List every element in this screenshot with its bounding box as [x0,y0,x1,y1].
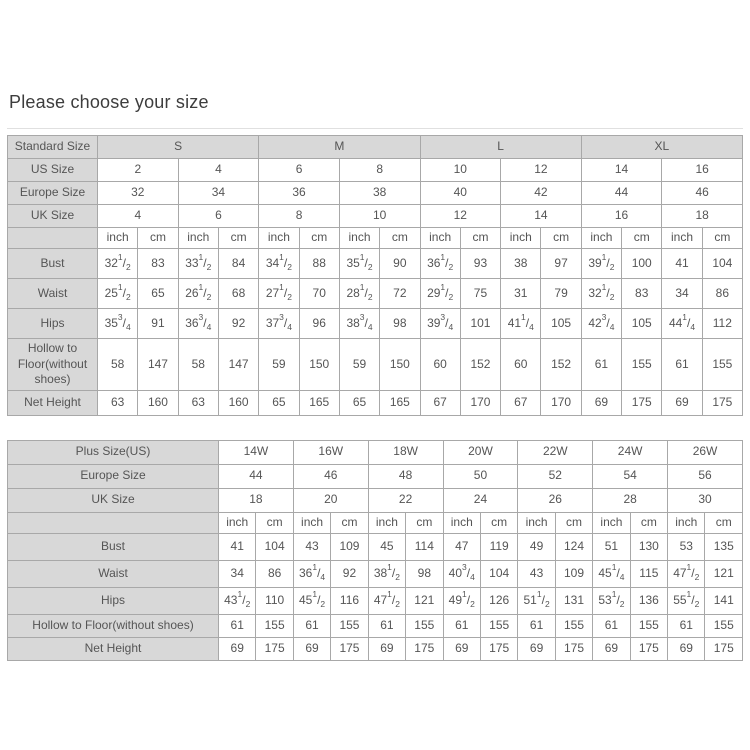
value-cell: 43 [293,533,330,560]
row-label-cell: Europe Size [8,182,98,205]
value-cell: 69 [593,637,630,660]
unit-cell: cm [299,228,339,249]
value-cell: 135 [705,533,743,560]
value-cell: 109 [331,533,368,560]
value-cell: 155 [331,614,368,637]
value-cell: 91 [138,309,178,339]
size-cell: 32 [98,182,179,205]
size-cell: 18 [219,488,294,512]
size-cell: 14W [219,440,294,464]
size-row [8,464,743,488]
measure-row [8,637,743,660]
value-cell: 155 [480,614,517,637]
size-cell: 4 [98,205,179,228]
unit-cell: inch [501,228,541,249]
value-cell: 155 [705,614,743,637]
value-cell: 147 [218,339,258,391]
value-cell: 86 [702,279,742,309]
size-cell: 8 [339,159,420,182]
size-cell: 14 [581,159,662,182]
value-cell: 69 [581,390,621,415]
value-cell: 104 [256,533,293,560]
value-cell: 170 [460,390,500,415]
unit-cell: inch [518,512,555,533]
value-cell: 175 [630,637,667,660]
value-cell: 175 [331,637,368,660]
value-cell: 121 [406,587,443,614]
value-cell: 59 [259,339,299,391]
value-cell: 155 [702,339,742,391]
size-cell: 26W [668,440,743,464]
row-label-cell: Hips [8,587,219,614]
value-cell: $45^1/_2$ [293,587,330,614]
size-cell: 16 [581,205,662,228]
value-cell: 63 [178,390,218,415]
value-cell: 67 [501,390,541,415]
size-cell: 46 [662,182,743,205]
value-cell: $41^1/_4$ [501,309,541,339]
size-cell: 10 [339,205,420,228]
size-row [8,136,743,159]
plus-size-table [7,440,743,661]
size-cell: 52 [518,464,593,488]
value-cell: 41 [662,249,702,279]
value-cell: 109 [555,560,592,587]
value-cell: 170 [541,390,581,415]
value-cell: 175 [705,637,743,660]
value-cell: 93 [460,249,500,279]
value-cell: 98 [406,560,443,587]
size-cell: 40 [420,182,501,205]
value-cell: 75 [460,279,500,309]
value-cell: 104 [480,560,517,587]
value-cell: 58 [178,339,218,391]
value-cell: 131 [555,587,592,614]
unit-cell: inch [259,228,299,249]
unit-cell: cm [702,228,742,249]
value-cell: 47 [443,533,480,560]
row-label-cell: Bust [8,249,98,279]
value-cell: 92 [218,309,258,339]
measure-row [8,390,743,415]
size-cell: 16 [662,159,743,182]
value-cell: 31 [501,279,541,309]
value-cell: 116 [331,587,368,614]
row-label-cell: Standard Size [8,136,98,159]
row-label-cell: Bust [8,533,219,560]
measure-row [8,533,743,560]
value-cell: $36^1/_2$ [420,249,460,279]
unit-cell: inch [593,512,630,533]
size-cell: 38 [339,182,420,205]
size-cell: 18 [662,205,743,228]
value-cell: 152 [541,339,581,391]
value-cell: $39^3/_4$ [420,309,460,339]
divider [7,128,743,129]
value-cell: $35^1/_2$ [339,249,379,279]
size-cell: 20 [293,488,368,512]
size-cell: 20W [443,440,518,464]
value-cell: 61 [668,614,705,637]
value-cell: 61 [219,614,256,637]
unit-cell: inch [420,228,460,249]
row-label-cell: Plus Size(US) [8,440,219,464]
size-cell: 22 [368,488,443,512]
value-cell: 72 [380,279,420,309]
value-cell: 124 [555,533,592,560]
size-row [8,159,743,182]
size-cell: L [420,136,581,159]
value-cell: 53 [668,533,705,560]
value-cell: 105 [541,309,581,339]
value-cell: $32^1/_2$ [98,249,138,279]
value-cell: 175 [406,637,443,660]
size-cell: 26 [518,488,593,512]
size-cell: 24W [593,440,668,464]
unit-cell: cm [622,228,662,249]
value-cell: $55^1/_2$ [668,587,705,614]
unit-row [8,512,743,533]
value-cell: $39^1/_2$ [581,249,621,279]
row-label-cell: Europe Size [8,464,219,488]
value-cell: 70 [299,279,339,309]
size-row [8,182,743,205]
value-cell: 61 [518,614,555,637]
unit-cell: cm [555,512,592,533]
value-cell: 43 [518,560,555,587]
unit-cell: inch [219,512,256,533]
size-cell: 44 [219,464,294,488]
value-cell: 165 [299,390,339,415]
value-cell: $25^1/_2$ [98,279,138,309]
value-cell: $32^1/_2$ [581,279,621,309]
unit-cell: cm [705,512,743,533]
size-cell: 30 [668,488,743,512]
value-cell: 110 [256,587,293,614]
value-cell: 69 [368,637,405,660]
value-cell: 155 [630,614,667,637]
value-cell: 41 [219,533,256,560]
size-row [8,440,743,464]
size-cell: 54 [593,464,668,488]
value-cell: $40^3/_4$ [443,560,480,587]
value-cell: 69 [443,637,480,660]
measure-row [8,339,743,391]
value-cell: $47^1/_2$ [668,560,705,587]
value-cell: 150 [299,339,339,391]
value-cell: 160 [218,390,258,415]
page-title: Please choose your size [9,92,209,112]
value-cell: 59 [339,339,379,391]
value-cell: $49^1/_2$ [443,587,480,614]
size-cell: M [259,136,420,159]
unit-cell: inch [662,228,702,249]
unit-cell: cm [331,512,368,533]
unit-cell: cm [218,228,258,249]
value-cell: 58 [98,339,138,391]
unit-cell: cm [406,512,443,533]
size-cell: 4 [178,159,259,182]
value-cell: 175 [480,637,517,660]
value-cell: 60 [420,339,460,391]
size-cell: 56 [668,464,743,488]
measure-row [8,560,743,587]
size-cell: 42 [501,182,582,205]
value-cell: 97 [541,249,581,279]
value-cell: 88 [299,249,339,279]
value-cell: $42^3/_4$ [581,309,621,339]
measure-row [8,249,743,279]
value-cell: $28^1/_2$ [339,279,379,309]
value-cell: 68 [218,279,258,309]
value-cell: 152 [460,339,500,391]
size-cell: 16W [293,440,368,464]
size-cell: 46 [293,464,368,488]
value-cell: 60 [501,339,541,391]
value-cell: 104 [702,249,742,279]
value-cell: 61 [293,614,330,637]
size-cell: 44 [581,182,662,205]
row-label-cell: Hollow to Floor(without shoes) [8,339,98,391]
size-cell: 10 [420,159,501,182]
value-cell: 112 [702,309,742,339]
row-label-cell: Waist [8,560,219,587]
measure-row [8,614,743,637]
row-label-cell: Hips [8,309,98,339]
value-cell: 130 [630,533,667,560]
value-cell: 69 [219,637,256,660]
value-cell: 45 [368,533,405,560]
unit-cell: cm [460,228,500,249]
size-cell: 34 [178,182,259,205]
size-cell: XL [581,136,742,159]
size-cell: 12 [501,159,582,182]
value-cell: 98 [380,309,420,339]
standard-size-table [7,135,743,416]
value-cell: $36^1/_4$ [293,560,330,587]
measure-row [8,309,743,339]
value-cell: 86 [256,560,293,587]
value-cell: 61 [368,614,405,637]
value-cell: 84 [218,249,258,279]
value-cell: 61 [443,614,480,637]
value-cell: 175 [622,390,662,415]
size-cell: 8 [259,205,340,228]
size-row [8,205,743,228]
value-cell: 155 [406,614,443,637]
value-cell: 96 [299,309,339,339]
value-cell: 69 [518,637,555,660]
value-cell: $26^1/_2$ [178,279,218,309]
value-cell: 83 [138,249,178,279]
unit-cell: cm [138,228,178,249]
unit-cell: inch [98,228,138,249]
value-cell: 67 [420,390,460,415]
value-cell: 160 [138,390,178,415]
value-cell: 69 [293,637,330,660]
unit-row [8,228,743,249]
value-cell: 51 [593,533,630,560]
size-cell: 28 [593,488,668,512]
value-cell: 61 [593,614,630,637]
value-cell: 49 [518,533,555,560]
row-label-cell [8,228,98,249]
size-cell: 18W [368,440,443,464]
value-cell: 100 [622,249,662,279]
value-cell: 136 [630,587,667,614]
value-cell: 150 [380,339,420,391]
value-cell: 175 [555,637,592,660]
row-label-cell: Waist [8,279,98,309]
size-cell: 14 [501,205,582,228]
unit-cell: cm [380,228,420,249]
value-cell: 121 [705,560,743,587]
value-cell: 65 [339,390,379,415]
unit-cell: inch [368,512,405,533]
unit-cell: inch [339,228,379,249]
size-cell: 36 [259,182,340,205]
value-cell: 34 [219,560,256,587]
size-cell: 6 [178,205,259,228]
value-cell: 115 [630,560,667,587]
unit-cell: cm [480,512,517,533]
unit-cell: inch [443,512,480,533]
value-cell: 119 [480,533,517,560]
value-cell: $53^1/_2$ [593,587,630,614]
value-cell: 38 [501,249,541,279]
row-label-cell: UK Size [8,205,98,228]
value-cell: 61 [662,339,702,391]
value-cell: $29^1/_2$ [420,279,460,309]
value-cell: 69 [662,390,702,415]
value-cell: 101 [460,309,500,339]
value-cell: $47^1/_2$ [368,587,405,614]
size-row [8,488,743,512]
value-cell: $38^1/_2$ [368,560,405,587]
unit-cell: inch [668,512,705,533]
measure-row [8,587,743,614]
unit-cell: cm [256,512,293,533]
value-cell: 92 [331,560,368,587]
value-cell: 69 [668,637,705,660]
value-cell: 165 [380,390,420,415]
row-label-cell [8,512,219,533]
row-label-cell: US Size [8,159,98,182]
value-cell: $38^3/_4$ [339,309,379,339]
value-cell: $51^1/_2$ [518,587,555,614]
unit-cell: inch [293,512,330,533]
value-cell: 155 [622,339,662,391]
value-cell: 83 [622,279,662,309]
size-cell: 22W [518,440,593,464]
size-cell: 2 [98,159,179,182]
value-cell: 105 [622,309,662,339]
value-cell: $34^1/_2$ [259,249,299,279]
value-cell: 63 [98,390,138,415]
value-cell: $44^1/_4$ [662,309,702,339]
value-cell: 155 [555,614,592,637]
value-cell: 65 [138,279,178,309]
row-label-cell: Hollow to Floor(without shoes) [8,614,219,637]
value-cell: 65 [259,390,299,415]
value-cell: $33^1/_2$ [178,249,218,279]
value-cell: 79 [541,279,581,309]
value-cell: $45^1/_4$ [593,560,630,587]
measure-row [8,279,743,309]
size-cell: 48 [368,464,443,488]
value-cell: 114 [406,533,443,560]
value-cell: 147 [138,339,178,391]
value-cell: 126 [480,587,517,614]
unit-cell: inch [581,228,621,249]
size-guide-page [0,92,750,661]
size-cell: 6 [259,159,340,182]
size-cell: 50 [443,464,518,488]
size-cell: S [98,136,259,159]
unit-cell: inch [178,228,218,249]
unit-cell: cm [541,228,581,249]
row-label-cell: Net Height [8,390,98,415]
value-cell: $35^3/_4$ [98,309,138,339]
size-cell: 24 [443,488,518,512]
value-cell: 175 [256,637,293,660]
value-cell: 175 [702,390,742,415]
unit-cell: cm [630,512,667,533]
value-cell: 61 [581,339,621,391]
row-label-cell: UK Size [8,488,219,512]
value-cell: $43^1/_2$ [219,587,256,614]
value-cell: 34 [662,279,702,309]
value-cell: $36^3/_4$ [178,309,218,339]
value-cell: 155 [256,614,293,637]
value-cell: $37^3/_4$ [259,309,299,339]
row-label-cell: Net Height [8,637,219,660]
size-cell: 12 [420,205,501,228]
value-cell: 90 [380,249,420,279]
value-cell: 141 [705,587,743,614]
value-cell: $27^1/_2$ [259,279,299,309]
